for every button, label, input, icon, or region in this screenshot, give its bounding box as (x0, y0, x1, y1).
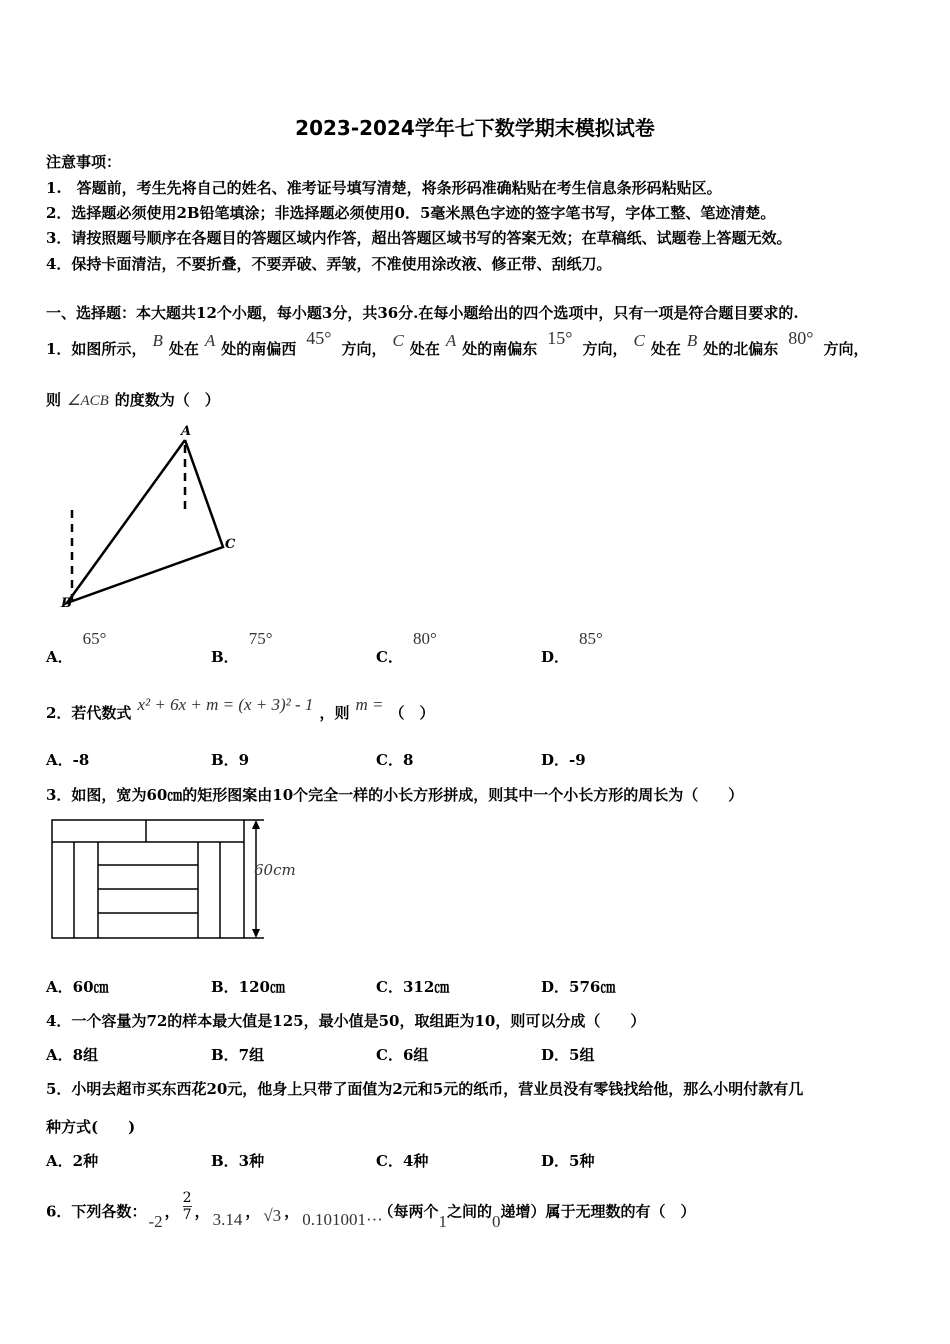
q-text: （ ） (389, 704, 435, 722)
note-item: 3．请按照题号顺序在各题目的答题区域内作答，超出答题区域书写的答案无效；在草稿纸、试题卷上答题无效。 (46, 229, 792, 247)
rectangle-figure (48, 815, 298, 945)
option-a[interactable]: A．8组 (46, 1046, 99, 1064)
q-text: 处的北偏东 (703, 340, 779, 358)
q-text: 2．若代数式 (46, 704, 132, 722)
math: x² + 6x + m = (x + 3)² - 1 (137, 695, 314, 714)
option-d[interactable]: D．576㎝ (541, 978, 616, 996)
option-b[interactable]: B．120㎝ (211, 978, 285, 996)
q-text: 处在 (168, 340, 199, 358)
option-c[interactable] (376, 628, 437, 666)
q-text: 1．如图所示， (46, 340, 147, 358)
math: C (392, 331, 404, 350)
option-a[interactable]: A．60㎝ (46, 978, 109, 996)
question-1-line2 (46, 389, 220, 410)
question-5: 5．小明去超市买东西花20元，他身上只带了面值为2元和5元的纸币，营业员没有零钱找给他，那么小明付款有几 (46, 1080, 804, 1098)
question-3: 3．如图，宽为60㎝的矩形图案由10个完全一样的小长方形拼成，则其中一个小长方形的周长为（ ） (46, 786, 744, 804)
option-d[interactable]: D．5组 (541, 1046, 595, 1064)
math: C (633, 331, 645, 350)
denominator: 7 (182, 1207, 192, 1223)
question-4: 4．一个容量为72的样本最大值是125，最小值是50，取组距为10，则可以分成（ ） (46, 1012, 646, 1030)
math: ∠ACB (67, 393, 109, 409)
option-d[interactable]: D．5种 (541, 1152, 595, 1170)
option-a[interactable]: A．-8 (46, 751, 90, 769)
option-value: 80° (412, 629, 437, 648)
math: A (204, 331, 216, 350)
q-text: 处的南偏东 (462, 340, 538, 358)
option-b[interactable]: B．9 (211, 751, 250, 769)
q-text: 则 (46, 391, 62, 409)
question-6: 6．下列各数： -2 ， $\frac{2}{7}$ ， 3.14 ， √3 ， 0.101001··· （每两个1之间的0递增）属于无理数的有（ ） (46, 1190, 696, 1231)
note-item: 1. 答题前，考生先将自己的姓名、准考证号填写清楚，将条形码准确粘贴在考生信息条形码粘贴区。 (46, 179, 722, 197)
q-text: 处在 (650, 340, 681, 358)
option-key: A． (46, 648, 73, 666)
math: 3.14 (212, 1209, 243, 1229)
option-b[interactable]: B．7组 (211, 1046, 265, 1064)
q-text: 之间的 (446, 1202, 492, 1221)
option-c[interactable]: C．6组 (376, 1046, 429, 1064)
option-value: 65° (82, 629, 107, 648)
option-key: D． (541, 648, 570, 666)
option-c[interactable]: C．8 (376, 751, 414, 769)
q-text: 的度数为（ ） (114, 391, 220, 409)
q-text: 方向， (341, 340, 387, 358)
math: m = (355, 695, 384, 714)
math: 80° (788, 328, 814, 348)
option-key: B． (211, 648, 239, 666)
note-item: 2．选择题必须使用2B铅笔填涂；非选择题必须使用0．5毫米黑色字迹的签字笔书写，字体工整、笔迹清楚。 (46, 204, 776, 222)
q-text: 递增）属于无理数的有（ ） (500, 1202, 696, 1221)
label-c: C (225, 537, 236, 552)
option-c[interactable]: C．312㎝ (376, 978, 450, 996)
q-text: ，则 (319, 704, 350, 722)
question-1 (46, 328, 869, 359)
option-key: C． (376, 648, 403, 666)
option-d[interactable] (541, 628, 603, 666)
note-item: 4．保持卡面清洁，不要折叠，不要弄破、弄皱，不准使用涂改液、修正带、刮纸刀。 (46, 255, 612, 273)
q-text: 处的南偏西 (221, 340, 297, 358)
q-text: 处在 (409, 340, 440, 358)
q-text: （每两个 (385, 1202, 439, 1221)
math: A (445, 331, 457, 350)
math: 0.101001··· (302, 1209, 383, 1229)
math: 15° (547, 328, 573, 348)
notes-heading: 注意事项： (46, 153, 122, 171)
option-value: 75° (248, 629, 273, 648)
triangle-figure (55, 415, 255, 615)
option-b[interactable]: B．3种 (211, 1152, 265, 1170)
label-b: B (61, 596, 72, 611)
math: 1 (438, 1211, 447, 1231)
option-a[interactable] (46, 628, 107, 666)
q-text: 方向， (582, 340, 628, 358)
math: 0 (491, 1211, 501, 1231)
math: B (152, 331, 163, 350)
width-label: 60cm (254, 861, 296, 879)
question-2 (46, 695, 435, 723)
page-title: 2023-2024学年七下数学期末模拟试卷 (295, 116, 655, 140)
math: 45° (306, 328, 332, 348)
q1-options (46, 628, 926, 666)
math: √3 (263, 1205, 282, 1225)
option-a[interactable]: A．2种 (46, 1152, 99, 1170)
option-b[interactable] (211, 628, 273, 666)
numerator: 2 (182, 1190, 192, 1206)
q-text: 方向， (823, 340, 869, 358)
section-heading: 一、选择题：本大题共12个小题，每小题3分，共36分.在每小题给出的四个选项中，只有一项是符合题目要求的. (46, 304, 799, 322)
option-d[interactable]: D．-9 (541, 751, 586, 769)
fraction (183, 1190, 192, 1223)
math: -2 (148, 1211, 163, 1231)
question-5-line2: 种方式( ) (46, 1118, 136, 1136)
option-value: 85° (579, 629, 603, 648)
q-text: 6．下列各数： (46, 1202, 147, 1221)
option-c[interactable]: C．4种 (376, 1152, 429, 1170)
math: B (686, 331, 698, 350)
label-a: A (181, 424, 192, 439)
